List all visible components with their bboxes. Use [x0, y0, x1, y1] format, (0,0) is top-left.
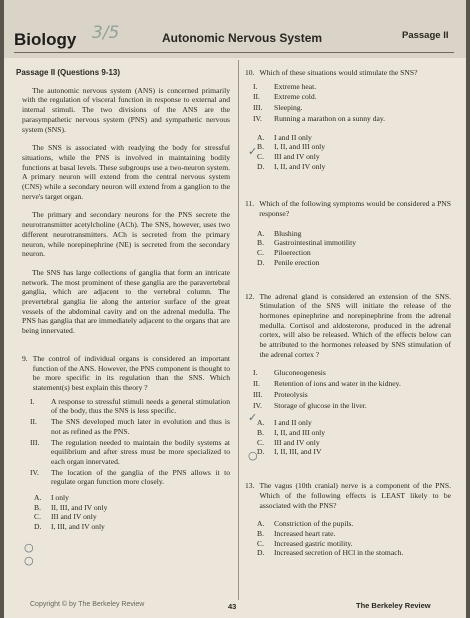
page-number: 43 — [228, 602, 237, 611]
choice-text: III and IV only — [51, 512, 97, 522]
answer-choice[interactable] — [257, 438, 451, 448]
choice-letter: A. — [257, 228, 265, 238]
statement-numeral: I. — [30, 396, 35, 406]
question-number: 9. — [22, 353, 28, 363]
statement-text: Extreme heat. — [274, 81, 317, 91]
answer-choice[interactable] — [257, 133, 451, 143]
question-number: 10. — [245, 68, 255, 77]
question-10 — [245, 68, 451, 171]
statement-text: Gluconeogenesis — [274, 368, 326, 378]
answer-choice[interactable] — [257, 418, 451, 428]
publisher-name: The Berkeley Review — [356, 601, 431, 610]
statement-text: Proteolysis — [274, 389, 308, 399]
answer-choice[interactable] — [257, 248, 451, 258]
choice-text: Increased heart rate. — [274, 528, 336, 538]
answer-choice[interactable] — [257, 229, 451, 239]
answer-choice[interactable] — [257, 162, 451, 172]
answer-choice[interactable] — [257, 529, 451, 539]
answer-choice[interactable] — [257, 142, 451, 152]
statement-text: The location of the ganglia of the PNS allows it to regulate organ function more closely. — [51, 467, 230, 487]
pen-circle-mark: ○ — [24, 554, 34, 567]
choice-text: II, III, and IV only — [51, 502, 108, 512]
choice-text: I, II, and III only — [274, 427, 326, 437]
choice-text: I, II, III, and IV — [274, 447, 322, 457]
question-stem: The adrenal gland is considered an extension of the SNS. Stimulation of the SNS will initiate the release of the hormones epinephrine and norepinephrine from the adrenal medulla. Cortisol and aldosterone, produced in the adrenal cortex, will also be released. Which of the effects below can be attributed to the hormones released by SNS stimulation of the adrenal cortex ? — [259, 291, 451, 359]
statement-numeral: III. — [253, 103, 263, 113]
statement-numeral: IV. — [30, 467, 39, 477]
answer-choice[interactable] — [257, 447, 451, 457]
choice-letter: D. — [257, 548, 265, 558]
copyright-notice: Copyright © by The Berkeley Review — [30, 601, 145, 608]
choice-letter: C. — [257, 437, 264, 447]
question-11 — [245, 199, 451, 267]
choice-letter: D. — [257, 447, 265, 457]
statement-text: Retention of ions and water in the kidney. — [274, 379, 401, 389]
statement-numeral: IV. — [253, 113, 262, 123]
textbook-page — [4, 0, 466, 618]
choice-letter: B. — [257, 528, 264, 538]
passage-paragraph: The primary and secondary neurons for the PNS secrete the neurotransmitter acetylcholine (ACh). The SNS, however, uses two different neurotransmitters. ACh is secreted from the primary neuron, while norepinephrine (NE) is secreted from the secondary neuron. — [22, 210, 230, 259]
question-13 — [245, 481, 451, 558]
answer-choice[interactable] — [34, 522, 230, 532]
choice-letter: C. — [257, 151, 264, 161]
choice-text: I, III, and IV only — [51, 522, 105, 532]
statement-text: Running a marathon on a sunny day. — [274, 113, 386, 123]
choice-text: Constriction of the pupils. — [274, 519, 354, 529]
pen-check-mark: ✓ — [248, 145, 258, 158]
choice-letter: A. — [257, 132, 265, 142]
choice-letter: B. — [257, 238, 264, 248]
choice-text: Increased secretion of HCl in the stomach. — [274, 548, 404, 558]
question-number: 11. — [245, 199, 255, 209]
answer-choice[interactable] — [34, 503, 230, 513]
choice-letter: C. — [257, 248, 264, 258]
question-stem: The control of individual organs is considered an important function of the ANS. However, the PNS component is thought to be more specific in its regulation than the SNS. Which statement(s) best explain this theory ? — [32, 353, 230, 392]
question-9 — [22, 354, 230, 532]
question-stem: Which of the following symptoms would be considered a PNS response? — [259, 199, 451, 219]
choice-letter: A. — [257, 519, 265, 529]
page-header — [4, 0, 466, 58]
passage-column — [16, 68, 230, 532]
question-number: 13. — [245, 481, 255, 491]
choice-text: III and IV only — [274, 151, 320, 161]
choice-letter: D. — [34, 522, 42, 532]
choice-text: I, II, and IV only — [274, 161, 326, 171]
passage-paragraph: The SNS is associated with readying the body for stressful situations, while the PNS is involved in maintaining bodily functions at basal levels. These subgroups use a two-neuron system. A primary neuron will extend from the central nervous system (CNS) while a secondary neuron will extend from a ganglion to the nerve's target organ. — [22, 143, 230, 201]
statement-text: Storage of glucose in the liver. — [274, 400, 367, 410]
choice-letter: A. — [34, 493, 42, 503]
statement-text: Sleeping. — [274, 103, 303, 113]
choice-text: I and II only — [274, 132, 312, 142]
choice-text: Increased gastric motility. — [274, 538, 353, 548]
statement-numeral: III. — [253, 389, 263, 399]
choice-text: I, II, and III only — [274, 142, 326, 152]
choice-text: I and II only — [274, 418, 312, 428]
chapter-title: Autonomic Nervous System — [162, 31, 323, 45]
choice-letter: D. — [257, 257, 265, 267]
statement-text: Extreme cold. — [274, 92, 317, 102]
answer-choice[interactable] — [34, 493, 230, 503]
choice-letter: C. — [257, 538, 264, 548]
statement-text: The SNS developed much later in evolution and thus is not as refined as the PNS. — [51, 417, 230, 436]
choice-text: III and IV only — [274, 437, 320, 447]
choice-text: Gastrointestinal immotility — [274, 238, 357, 248]
answer-choice[interactable] — [257, 428, 451, 438]
statement-numeral: III. — [30, 437, 40, 447]
column-divider — [238, 60, 239, 600]
passage-title: Passage II (Questions 9-13) — [16, 68, 121, 77]
choice-letter: B. — [34, 502, 41, 512]
choice-letter: B. — [257, 427, 264, 437]
question-stem: Which of these situations would stimulate the SNS? — [259, 68, 418, 77]
pen-check-mark: ✓ — [248, 411, 258, 424]
statement-numeral: I. — [253, 81, 258, 91]
answer-choice[interactable] — [34, 512, 230, 522]
statement-text: A response to stressful stimuli needs a general stimulation of the body, thus the SNS is less specific. — [51, 396, 230, 416]
question-number: 12. — [245, 291, 255, 301]
choice-text: Penile erection — [274, 257, 320, 267]
choice-letter: A. — [257, 418, 265, 428]
choice-letter: C. — [34, 512, 41, 522]
questions-column — [245, 68, 451, 558]
choice-letter: D. — [257, 161, 265, 171]
answer-choice[interactable] — [257, 539, 451, 549]
statement-numeral: II. — [30, 417, 37, 427]
statement-numeral: II. — [253, 92, 260, 102]
statement-numeral: IV. — [253, 400, 262, 410]
answer-choice[interactable] — [257, 238, 451, 248]
passage-paragraph: The SNS has large collections of ganglia that form an intricate network. The most prominent of these ganglia are the paravertebral ganglia, which are adjacent to the vertebral column. The prevertebral ganglia lie along the anterior surface of the great vessels of the abdominal cavity and on the adrenal medulla. The PNS has ganglia that are immediately adjacent to the organs that are being innervated. — [22, 267, 230, 336]
header-divider — [14, 52, 454, 53]
choice-letter: B. — [257, 142, 264, 152]
statement-text: The regulation needed to maintain the bodily systems at equilibrium and after stress must be more specialized to each organ innervated. — [51, 437, 230, 466]
handwritten-score: 3/5 — [92, 23, 120, 43]
pen-circle-mark: ○ — [24, 541, 34, 554]
choice-text: Piloerection — [274, 248, 311, 258]
answer-choice[interactable] — [257, 519, 451, 529]
choice-text: I only — [51, 493, 69, 503]
question-12 — [245, 292, 451, 458]
answer-choice[interactable] — [257, 548, 451, 558]
choice-text: Blushing — [274, 228, 302, 238]
question-stem: The vagus (10th cranial) nerve is a component of the PNS. Which of the following effects is LEAST likely to be associated with the PNS? — [259, 481, 451, 510]
answer-choice[interactable] — [257, 152, 451, 162]
statement-numeral: I. — [253, 368, 258, 378]
answer-choice[interactable] — [257, 258, 451, 268]
passage-label: Passage II — [402, 30, 449, 41]
statement-numeral: II. — [253, 379, 260, 389]
subject-title: Biology — [14, 30, 77, 49]
pen-circle-mark: ○ — [248, 449, 258, 462]
passage-paragraph: The autonomic nervous system (ANS) is concerned primarily with the regulation of visceral function in response to external and internal stimuli. The two divisions of the ANS are the parasympathetic nervous system (PNS) and sympathetic nervous system (SNS). — [22, 85, 230, 134]
